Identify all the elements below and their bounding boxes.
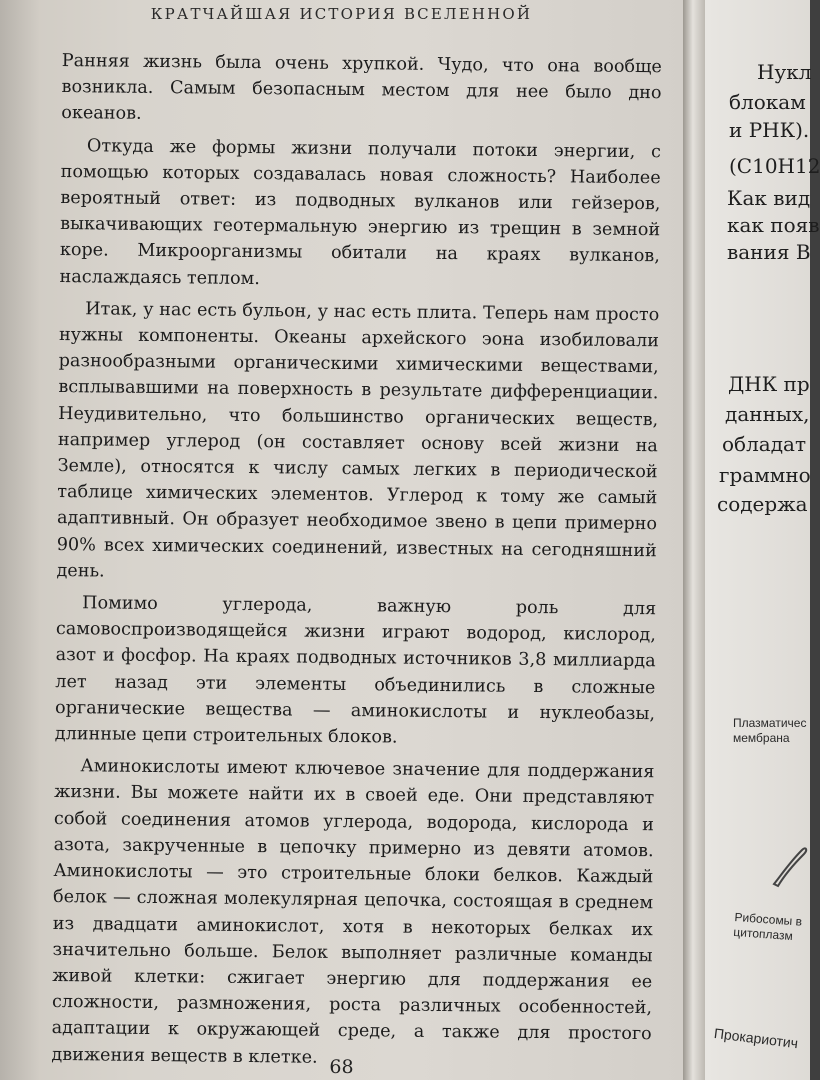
fragment-line: (C10H12 [729,154,820,178]
body-text [51,48,662,1080]
running-head: КРАТЧАЙШАЯ ИСТОРИЯ ВСЕЛЕННОЙ [150,5,533,23]
fragment-line: блокам [729,90,806,114]
paragraph: Ранняя жизнь была очень хрупкой. Чудо, что она вообще возникла. Самым безопасным местом для нее было дно океанов. [61,50,662,125]
fragment-line: Как вид [727,186,811,210]
fragment-line: как появ [727,213,820,237]
page-shadow [0,0,40,1080]
right-page [705,0,820,1080]
paragraph: Откуда же формы жизни получали потоки энергии, с помощью которых создавалась новая сложность? Наиболее вероятный ответ: из подводных вулканов или гейзеров, выкачивающих геотермальную энергию из трещин в земной коре. Микроорганизмы обитали на краях вулканов, наслаждаясь теплом. [59,135,662,289]
fragment-line: и РНК). [729,118,810,142]
fragment-line: обладат [722,432,807,456]
fragment-line: содержа [717,492,808,516]
fragment-line: граммно [719,463,811,487]
paragraph: Итак, у нас есть бульон, у нас есть плита. Теперь нам просто нужны компоненты. Океаны архейского эона изобиловали разнообразными органическими химическими веществами, всплывавшими на поверхность в результате дифференциации. Неудивительно, что большинство органических веществ, например углерод (он составляет основу всей жизни на Земле), относятся к числу самых легких в периодической таблице химических элементов. Углерод к тому же самый адаптивный. Он образует необходимое звено в цепи примерно 90% всех химических соединений, известных на сегодняшний день. [56,299,660,582]
diagram-label-ribosomes: Рибосомы в цитоплазм [732,910,803,944]
ribosome-illustration [770,840,810,890]
book-gutter [683,0,705,1080]
diagram-label-membrane: Плазматичес мембрана [733,716,807,745]
paragraph: Помимо углерода, важную роль для самовоспроизводящейся жизни играют водород, кислород, азот и фосфор. На краях подводных источников 3,8 миллиарда лет назад эти элементы объединились в сложные органические вещества — аминокислоты и нуклеобазы, длинные цепи строительных блоков. [54,593,657,748]
paragraph: Аминокислоты имеют ключевое значение для поддержания жизни. Вы можете найти их в своей еде. Они представляют собой соединения атомов углерода, водорода, кислорода и азота, закрученные в цепочку примерно из девяти атомов. Аминокислоты — это строительные блоки белков. Каждый белок — сложная молекулярная цепочка, состоящая в среднем из двадцати аминокислот, хотя в некоторых белках их значительно больше. Белок выполняет различные команды живой клетки: сжигает энергию для поддержания ее сложности, размножения, роста различных особенностей, адаптации к окружающей среде, а также для простого движения веществ в клетке. [51,756,655,1068]
fragment-line: ДНК пр [728,372,810,396]
fragment-line: вания В [727,240,811,264]
fragment-line: данных, [725,402,810,426]
fragment-line: Нукл [757,60,812,84]
diagram-caption: Прокариотич [713,1025,799,1052]
page-number: 68 [329,1056,354,1078]
